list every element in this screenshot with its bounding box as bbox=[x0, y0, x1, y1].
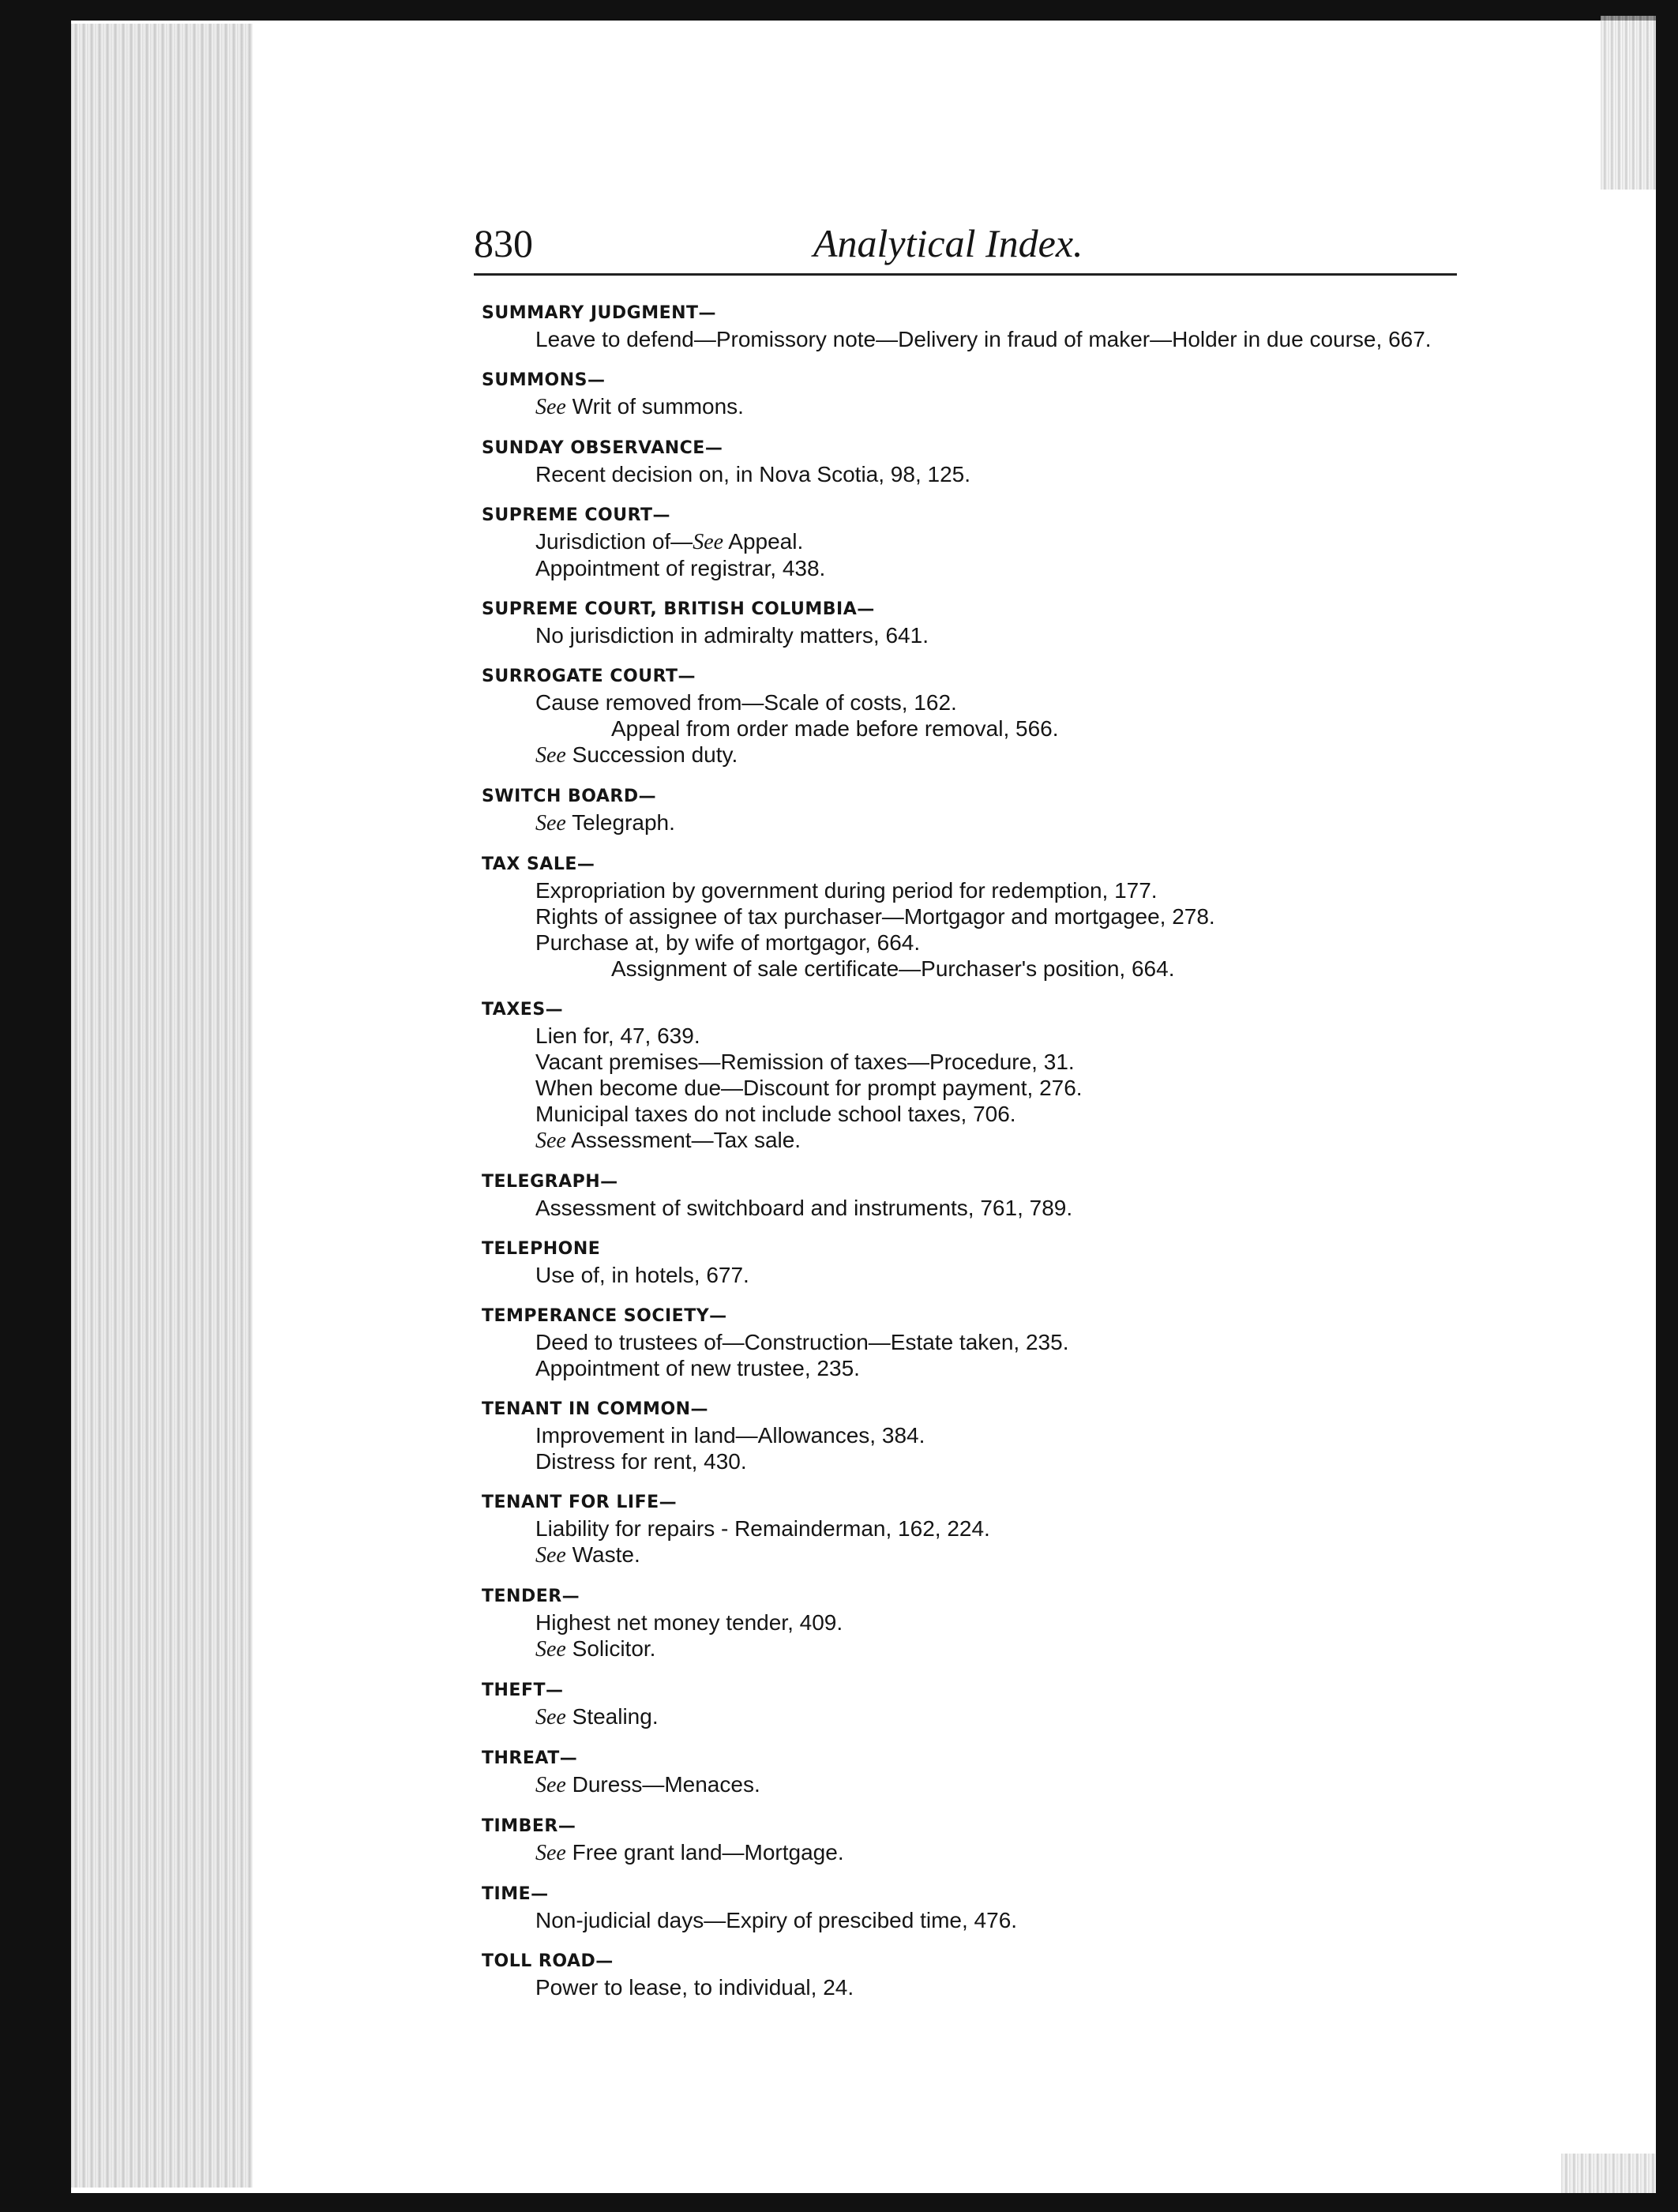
entry-subline bbox=[482, 877, 1469, 903]
entry-subline bbox=[482, 1262, 1469, 1288]
subline-text: Improvement in land—Allowances, 384. bbox=[535, 1423, 925, 1448]
entry-heading: SWITCH BOARD— bbox=[482, 787, 657, 806]
index-entry bbox=[482, 596, 1469, 648]
subline-text: Succession duty. bbox=[572, 742, 738, 767]
subline-text: Appeal from order made before removal, 566. bbox=[611, 716, 1059, 741]
scan-shadow-left bbox=[71, 24, 253, 2188]
entry-subline bbox=[482, 1355, 1469, 1381]
scan-edge-top bbox=[0, 0, 1678, 21]
index-entry bbox=[482, 1745, 1469, 1798]
entry-subline bbox=[482, 1907, 1469, 1933]
subline-text: Deed to trustees of—Construction—Estate taken, 235. bbox=[535, 1330, 1069, 1354]
entry-subline bbox=[482, 461, 1469, 487]
entry-heading: TENANT FOR LIFE— bbox=[482, 1493, 678, 1512]
index-entry bbox=[482, 997, 1469, 1154]
index-list bbox=[482, 300, 1469, 2015]
entry-heading: SUNDAY OBSERVANCE— bbox=[482, 438, 723, 458]
entry-heading: SUMMARY JUDGMENT— bbox=[482, 303, 717, 323]
subline-text: Highest net money tender, 409. bbox=[535, 1610, 843, 1635]
subline-text: Writ of summons. bbox=[572, 394, 744, 419]
index-entry bbox=[482, 1677, 1469, 1730]
see-reference: See bbox=[535, 1129, 566, 1153]
see-reference: See bbox=[535, 1705, 566, 1729]
scan-edge-left bbox=[0, 0, 71, 2212]
index-entry bbox=[482, 1169, 1469, 1221]
subline-text: Purchase at, by wife of mortgagor, 664. bbox=[535, 930, 921, 955]
entry-heading: TOLL ROAD— bbox=[482, 1951, 614, 1971]
subline-text: Assessment—Tax sale. bbox=[571, 1128, 801, 1152]
page-number: 830 bbox=[474, 221, 533, 265]
see-reference: See bbox=[535, 1543, 566, 1568]
entry-subline bbox=[482, 1329, 1469, 1355]
see-reference: See bbox=[535, 395, 566, 419]
index-entry bbox=[482, 783, 1469, 836]
entry-subline bbox=[482, 903, 1469, 929]
subline-text: Distress for rent, 430. bbox=[535, 1449, 747, 1474]
entry-heading: SURROGATE COURT— bbox=[482, 667, 696, 686]
subline-text: Rights of assignee of tax purchaser—Mortgagor and mortgagee, 278. bbox=[535, 904, 1215, 929]
entry-subline bbox=[482, 1839, 1469, 1866]
scan-edge-right bbox=[1656, 0, 1678, 2212]
subline-text: Appeal. bbox=[728, 529, 804, 554]
index-entry bbox=[482, 1948, 1469, 2000]
subline-text: Recent decision on, in Nova Scotia, 98, 125. bbox=[535, 462, 971, 486]
scan-shadow-bottom bbox=[1561, 2154, 1656, 2193]
see-reference: See bbox=[535, 743, 566, 768]
index-entry bbox=[482, 851, 1469, 982]
entry-subline bbox=[482, 1771, 1469, 1798]
entry-heading: SUMMONS— bbox=[482, 370, 606, 390]
see-reference: See bbox=[535, 811, 566, 836]
index-entry bbox=[482, 1489, 1469, 1568]
subline-text: Liability for repairs - Remainderman, 162, 224. bbox=[535, 1516, 990, 1541]
entry-subline bbox=[482, 956, 1469, 982]
subline-text: Use of, in hotels, 677. bbox=[535, 1263, 749, 1287]
subline-text: Power to lease, to individual, 24. bbox=[535, 1975, 854, 2000]
entry-subline bbox=[482, 326, 1469, 352]
page-header bbox=[474, 220, 1461, 275]
entry-heading: TIME— bbox=[482, 1884, 549, 1904]
entry-subline bbox=[482, 1049, 1469, 1075]
subline-text: Duress—Menaces. bbox=[572, 1772, 760, 1797]
scan-edge-bottom bbox=[0, 2193, 1678, 2212]
subline-text: Waste. bbox=[572, 1542, 640, 1567]
index-entry bbox=[482, 1881, 1469, 1933]
subline-text: Solicitor. bbox=[572, 1636, 656, 1661]
entry-subline bbox=[482, 622, 1469, 648]
subline-text: Assessment of switchboard and instruments, 761, 789. bbox=[535, 1196, 1073, 1220]
entry-heading: TELEPHONE bbox=[482, 1239, 601, 1259]
entry-subline bbox=[482, 1542, 1469, 1568]
entry-heading: SUPREME COURT— bbox=[482, 505, 671, 525]
entry-subline bbox=[482, 1703, 1469, 1730]
entry-subline bbox=[482, 1101, 1469, 1127]
see-reference: See bbox=[693, 530, 724, 554]
entry-heading: TAXES— bbox=[482, 1000, 564, 1020]
entry-subline bbox=[482, 1075, 1469, 1101]
entry-subline bbox=[482, 1974, 1469, 2000]
subline-text: Stealing. bbox=[572, 1704, 659, 1729]
subline-text: Cause removed from—Scale of costs, 162. bbox=[535, 690, 957, 715]
subline-text: Appointment of registrar, 438. bbox=[535, 556, 826, 580]
subline-text: Expropriation by government during period for redemption, 177. bbox=[535, 878, 1158, 903]
entry-subline bbox=[482, 1195, 1469, 1221]
subline-text: Vacant premises—Remission of taxes—Procedure, 31. bbox=[535, 1050, 1075, 1074]
see-reference: See bbox=[535, 1637, 566, 1662]
index-entry bbox=[482, 435, 1469, 487]
entry-heading: THEFT— bbox=[482, 1681, 564, 1700]
subline-text: Assignment of sale certificate—Purchaser's position, 664. bbox=[611, 956, 1175, 981]
see-reference: See bbox=[535, 1841, 566, 1865]
entry-subline bbox=[482, 1515, 1469, 1542]
entry-heading: TENANT IN COMMON— bbox=[482, 1399, 709, 1419]
scan-shadow-right bbox=[1601, 16, 1656, 190]
entry-heading: TELEGRAPH— bbox=[482, 1172, 618, 1192]
entry-heading: SUPREME COURT, BRITISH COLUMBIA— bbox=[482, 599, 875, 619]
index-entry bbox=[482, 1303, 1469, 1381]
entry-subline bbox=[482, 929, 1469, 956]
entry-subline bbox=[482, 1609, 1469, 1636]
entry-subline bbox=[482, 1127, 1469, 1154]
index-entry bbox=[482, 367, 1469, 420]
entry-subline bbox=[482, 1448, 1469, 1474]
subline-text: No jurisdiction in admiralty matters, 641. bbox=[535, 623, 929, 648]
subline-text: Leave to defend—Promissory note—Delivery in fraud of maker—Holder in due course, 667. bbox=[535, 327, 1432, 351]
running-title: Analytical Index. bbox=[813, 221, 1083, 265]
entry-heading: TIMBER— bbox=[482, 1816, 576, 1836]
subline-text: Municipal taxes do not include school taxes, 706. bbox=[535, 1102, 1016, 1126]
subline-text: Free grant land—Mortgage. bbox=[572, 1840, 844, 1865]
entry-subline bbox=[482, 689, 1469, 715]
entry-subline bbox=[482, 393, 1469, 420]
header-rule bbox=[474, 273, 1457, 276]
index-entry bbox=[482, 1396, 1469, 1474]
entry-subline bbox=[482, 742, 1469, 768]
index-entry bbox=[482, 663, 1469, 768]
entry-subline bbox=[482, 1636, 1469, 1662]
index-entry bbox=[482, 300, 1469, 352]
entry-heading: TAX SALE— bbox=[482, 854, 595, 874]
entry-heading: THREAT— bbox=[482, 1748, 578, 1768]
entry-subline bbox=[482, 555, 1469, 581]
index-entry bbox=[482, 1236, 1469, 1288]
entry-subline bbox=[482, 715, 1469, 742]
subline-text: When become due—Discount for prompt payment, 276. bbox=[535, 1076, 1083, 1100]
index-entry bbox=[482, 1583, 1469, 1662]
entry-subline bbox=[482, 809, 1469, 836]
entry-subline bbox=[482, 1023, 1469, 1049]
subline-text: Non-judicial days—Expiry of prescibed time, 476. bbox=[535, 1908, 1018, 1932]
subline-text: Telegraph. bbox=[572, 810, 675, 835]
index-entry bbox=[482, 1813, 1469, 1866]
subline-text: Jurisdiction of— bbox=[535, 529, 693, 554]
entry-subline bbox=[482, 1422, 1469, 1448]
entry-heading: TEMPERANCE SOCIETY— bbox=[482, 1306, 727, 1326]
see-reference: See bbox=[535, 1773, 566, 1797]
subline-text: Lien for, 47, 639. bbox=[535, 1023, 700, 1048]
index-entry bbox=[482, 502, 1469, 581]
subline-text: Appointment of new trustee, 235. bbox=[535, 1356, 860, 1380]
entry-heading: TENDER— bbox=[482, 1587, 580, 1606]
entry-subline bbox=[482, 528, 1469, 555]
